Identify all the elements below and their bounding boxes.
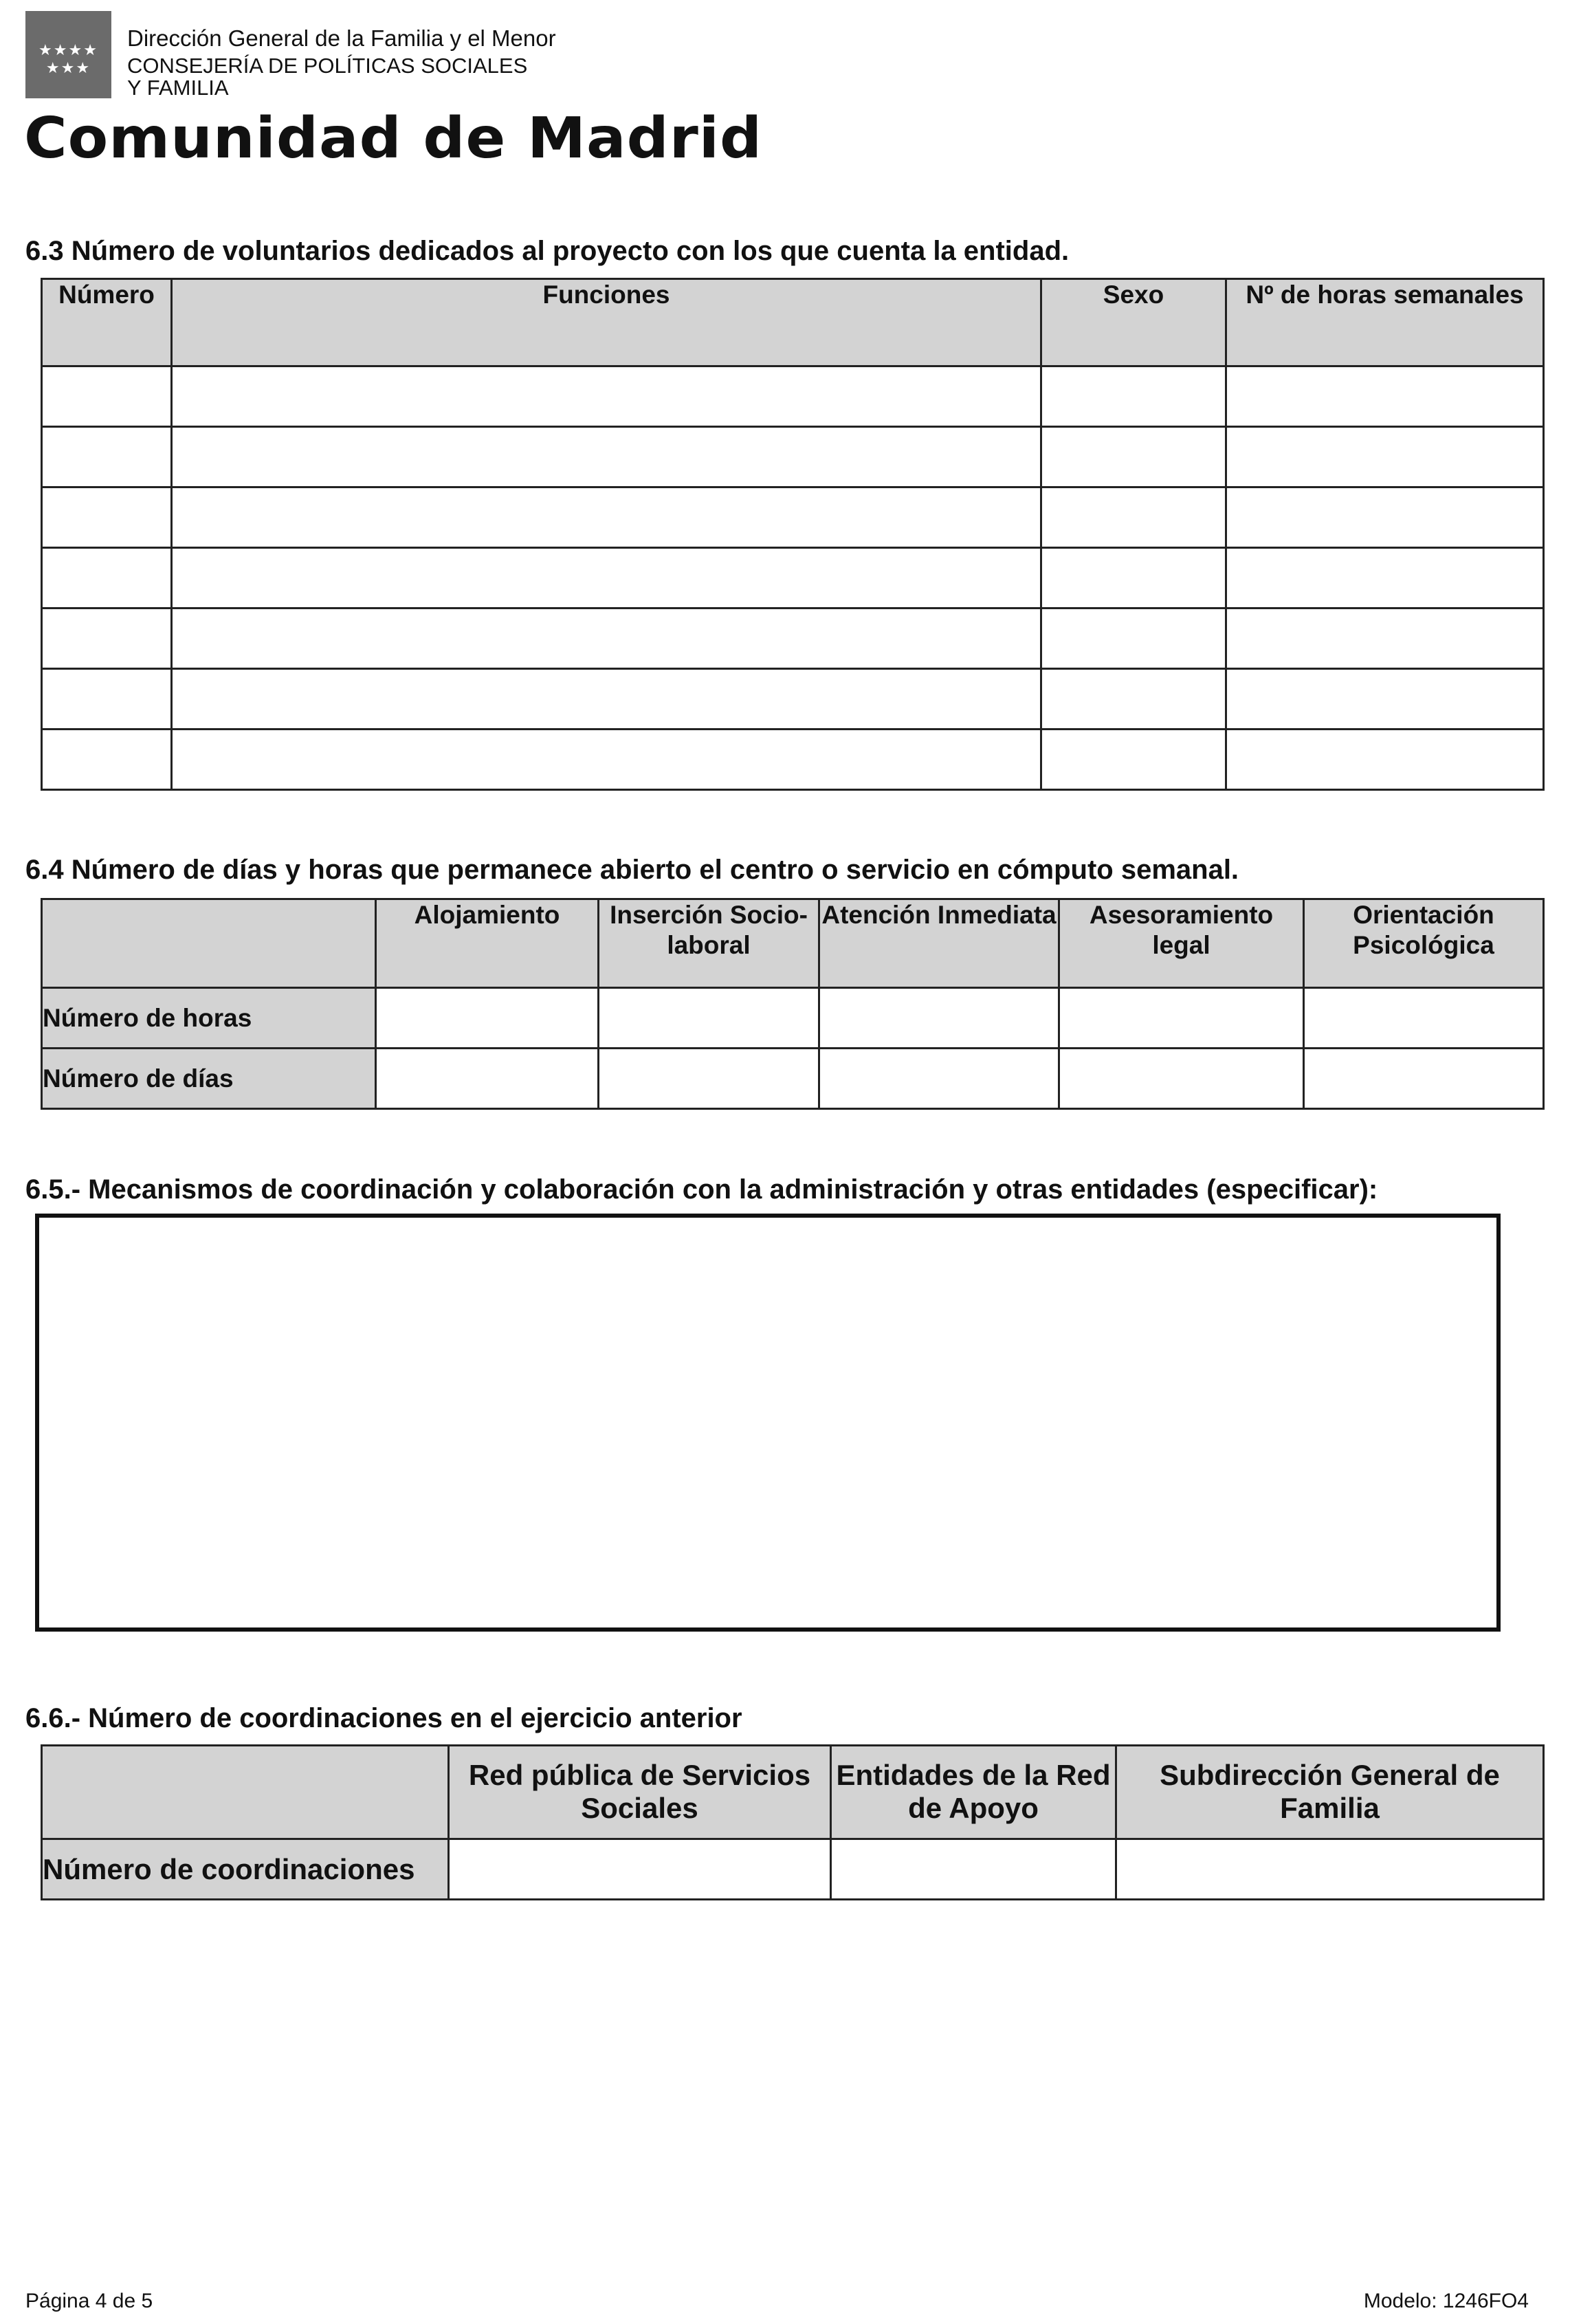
coordinations-table <box>41 1744 1545 1900</box>
horas-field[interactable] <box>1226 548 1544 609</box>
dias-insercion-field[interactable] <box>599 1049 819 1109</box>
section-6-3-title: 6.3 Número de voluntarios dedicados al proyecto con los que cuenta la entidad. <box>25 236 1070 266</box>
header-ministry <box>127 55 527 99</box>
table-row <box>42 669 1544 730</box>
brand-title: Comunidad de Madrid <box>24 106 763 171</box>
horas-atencion-field[interactable] <box>819 988 1059 1049</box>
funciones-field[interactable] <box>172 730 1041 790</box>
table-row <box>42 1049 1544 1109</box>
sexo-field[interactable] <box>1041 548 1226 609</box>
horas-field[interactable] <box>1226 366 1544 427</box>
madrid-stars-emblem-icon <box>25 11 111 98</box>
dias-asesoramiento-field[interactable] <box>1059 1049 1304 1109</box>
col-header-horas-semanales: Nº de horas semanales <box>1226 279 1544 366</box>
sexo-field[interactable] <box>1041 730 1226 790</box>
col-header-asesoramiento: Asesoramiento legal <box>1059 899 1304 988</box>
page-number: Página 4 de 5 <box>25 2290 153 2312</box>
model-code: Modelo: 1246FO4 <box>1363 2290 1529 2312</box>
corner-cell <box>42 899 376 988</box>
sexo-field[interactable] <box>1041 427 1226 487</box>
funciones-field[interactable] <box>172 669 1041 730</box>
row-label-dias: Número de días <box>42 1049 376 1109</box>
table-row <box>42 609 1544 669</box>
header-ministry-line2: Y FAMILIA <box>127 76 229 100</box>
sexo-field[interactable] <box>1041 609 1226 669</box>
corner-cell <box>42 1746 449 1839</box>
col-header-orientacion: Orientación Psicológica <box>1304 899 1544 988</box>
horas-asesoramiento-field[interactable] <box>1059 988 1304 1049</box>
col-header-sexo: Sexo <box>1041 279 1226 366</box>
entidades-field[interactable] <box>831 1839 1116 1900</box>
funciones-field[interactable] <box>172 548 1041 609</box>
horas-field[interactable] <box>1226 487 1544 548</box>
numero-field[interactable] <box>42 669 172 730</box>
table-row <box>42 1839 1544 1900</box>
funciones-field[interactable] <box>172 366 1041 427</box>
sexo-field[interactable] <box>1041 366 1226 427</box>
col-header-red-publica: Red pública de Servicios Sociales <box>449 1746 831 1839</box>
stars-icon: ★★★★ ★★★ <box>38 41 98 76</box>
horas-field[interactable] <box>1226 427 1544 487</box>
table-row <box>42 487 1544 548</box>
dias-alojamiento-field[interactable] <box>376 1049 599 1109</box>
table-row <box>42 366 1544 427</box>
coordination-mechanisms-textarea[interactable] <box>35 1214 1501 1632</box>
subdireccion-field[interactable] <box>1116 1839 1544 1900</box>
horas-field[interactable] <box>1226 609 1544 669</box>
funciones-field[interactable] <box>172 609 1041 669</box>
red-publica-field[interactable] <box>449 1839 831 1900</box>
sexo-field[interactable] <box>1041 669 1226 730</box>
horas-field[interactable] <box>1226 669 1544 730</box>
volunteers-table <box>41 278 1545 791</box>
numero-field[interactable] <box>42 487 172 548</box>
numero-field[interactable] <box>42 609 172 669</box>
section-6-5-title: 6.5.- Mecanismos de coordinación y colaboración con la administración y otras entidades (especificar): <box>25 1174 1378 1205</box>
col-header-funciones: Funciones <box>172 279 1041 366</box>
numero-field[interactable] <box>42 548 172 609</box>
funciones-field[interactable] <box>172 487 1041 548</box>
table-row <box>42 730 1544 790</box>
numero-field[interactable] <box>42 366 172 427</box>
table-row <box>42 988 1544 1049</box>
header-department: Dirección General de la Familia y el Menor <box>127 25 556 51</box>
row-label-coordinaciones: Número de coordinaciones <box>42 1839 449 1900</box>
col-header-subdireccion: Subdirección General de Familia <box>1116 1746 1544 1839</box>
section-6-4-title: 6.4 Número de días y horas que permanece abierto el centro o servicio en cómputo semanal. <box>25 855 1239 885</box>
dias-orientacion-field[interactable] <box>1304 1049 1544 1109</box>
col-header-atencion: Atención Inmediata <box>819 899 1059 988</box>
dias-atencion-field[interactable] <box>819 1049 1059 1109</box>
table-row <box>42 548 1544 609</box>
header-ministry-line1: CONSEJERÍA DE POLÍTICAS SOCIALES <box>127 54 528 78</box>
horas-insercion-field[interactable] <box>599 988 819 1049</box>
sexo-field[interactable] <box>1041 487 1226 548</box>
funciones-field[interactable] <box>172 427 1041 487</box>
numero-field[interactable] <box>42 427 172 487</box>
col-header-entidades: Entidades de la Red de Apoyo <box>831 1746 1116 1839</box>
col-header-alojamiento: Alojamiento <box>376 899 599 988</box>
col-header-numero: Número <box>42 279 172 366</box>
section-6-6-title: 6.6.- Número de coordinaciones en el ejercicio anterior <box>25 1703 742 1733</box>
col-header-insercion: Inserción Socio-laboral <box>599 899 819 988</box>
row-label-horas: Número de horas <box>42 988 376 1049</box>
schedule-table <box>41 898 1545 1110</box>
numero-field[interactable] <box>42 730 172 790</box>
horas-field[interactable] <box>1226 730 1544 790</box>
horas-alojamiento-field[interactable] <box>376 988 599 1049</box>
table-row <box>42 427 1544 487</box>
horas-orientacion-field[interactable] <box>1304 988 1544 1049</box>
